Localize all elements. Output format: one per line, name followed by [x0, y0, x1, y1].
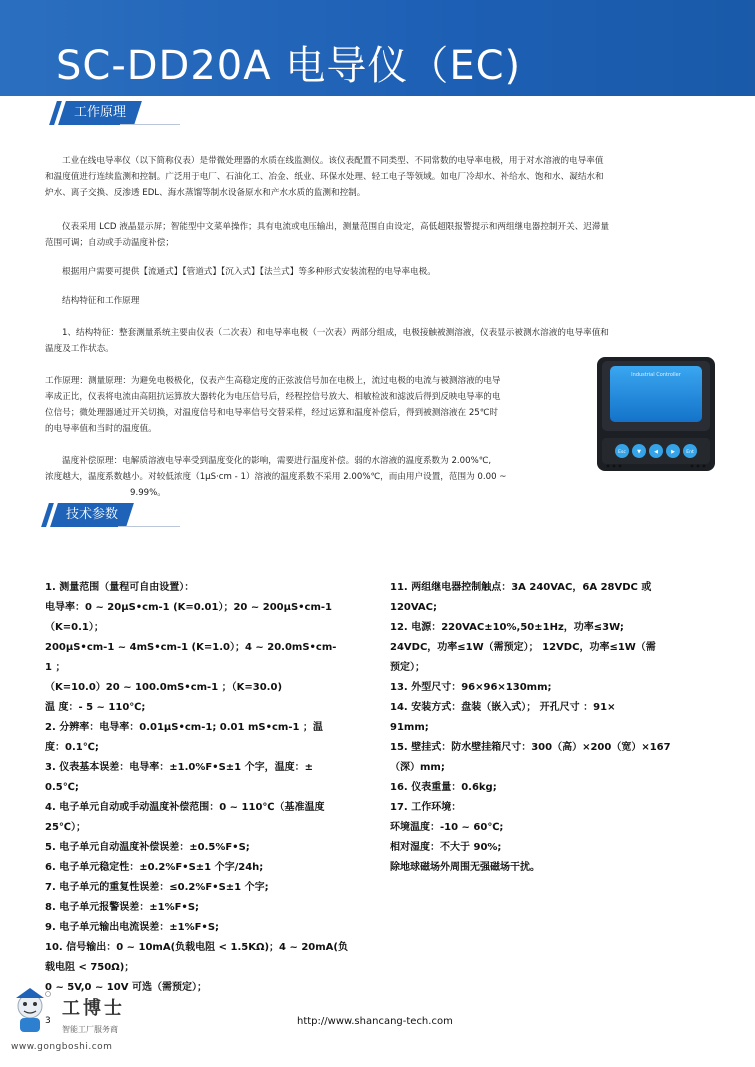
specs-left-column	[45, 578, 348, 998]
button-label-left: ◀	[654, 449, 658, 455]
spec-line: 25℃）；	[45, 822, 87, 833]
spec-line: 1. 测量范围（量程可自由设置）：	[45, 582, 195, 593]
specs-right-column	[390, 578, 671, 878]
section-rule	[120, 124, 180, 125]
page-title: SC-DD20A 电导仪（EC)	[56, 43, 522, 89]
spec-line: 15. 壁挂式：防水壁挂箱尺寸：300（高）×200（宽）×167	[390, 742, 671, 753]
button-label-ent: Ent	[686, 450, 694, 455]
paragraph-line: 9.99%。	[130, 488, 166, 498]
spec-line: 除地球磁场外周围无强磁场干扰。	[390, 862, 540, 873]
spec-line: （K=10.0）20 ~ 100.0mS•cm-1 ；（K=30.0)	[45, 682, 283, 693]
spec-line: 120VAC;	[390, 602, 438, 613]
spec-line: 1 ；	[45, 662, 66, 673]
spec-line: 7. 电子单元的重复性误差：≤0.2%F•S±1 个字;	[45, 882, 269, 893]
spec-line: 200μS•cm-1 ~ 4mS•cm-1 (K=1.0）；4 ~ 20.0mS•cm-	[45, 642, 337, 653]
paragraph-line: 位信号；微处理器通过开关切换，对温度信号和电导率信号交替采样，经过运算和温度补偿后，得到被测溶液在 25℃时	[45, 408, 499, 418]
paragraph-line: 浓度越大，温度系数越小。对较低浓度（1μS·cm - 1）溶液的温度系数不采用 2.00%℃，而由用户设置，范围为 0.00 ~	[45, 472, 507, 482]
paragraph-line: 温度及工作状态。	[45, 344, 114, 354]
paragraph-line: 仪表采用 LCD 液晶显示屏；智能型中文菜单操作；具有电流或电压输出，测量范围自由设定，高低超限报警提示和两组继电器控制开关、迟滞量	[62, 222, 610, 232]
paragraph-line: 根据用户需要可提供【流通式】【管道式】【沉入式】【法兰式】等多种形式安装流程的电导率电极。	[62, 267, 436, 277]
paragraph-line: 结构特征和工作原理	[62, 296, 140, 306]
title-banner	[0, 0, 755, 96]
button-label-down: ▼	[637, 449, 641, 455]
spec-line: 0 ~ 5V,0 ~ 10V 可选（需预定）；	[45, 982, 207, 993]
paragraph-line: 1、结构特征：整套测量系统主要由仪表（二次表）和电导率电极（一次表）两部分组成，电极接触被测溶液，仪表显示被测水溶液的电导率值和	[62, 328, 609, 338]
paragraph-line: 温度补偿原理：电解质溶液电导率受到温度变化的影响，需要进行温度补偿。弱的水溶液的温度系数为 2.00%℃,	[62, 456, 492, 466]
gongboshi-logo	[8, 986, 158, 1056]
spec-line: 24VDC，功率≤1W（需预定）； 12VDC，功率≤1W（需	[390, 642, 656, 653]
spec-line: 8. 电子单元报警误差：±1%F•S;	[45, 902, 200, 913]
spec-line: 环境温度：-10 ~ 60℃;	[390, 822, 504, 833]
footer-url[interactable]: http://www.shancang-tech.com	[297, 1016, 453, 1027]
spec-line: 3. 仪表基本误差：电导率：±1.0%F•S±1 个字，温度：±	[45, 762, 313, 773]
spec-line: 14. 安装方式：盘装（嵌入式）； 开孔尺寸 ：91×	[390, 702, 616, 713]
paragraph-line: 炉水、离子交换、反渗透 EDL、海水蒸馏等制水设备原水和产水水质的监测和控制。	[45, 188, 366, 198]
logo-brand: 工博士	[62, 998, 125, 1019]
paragraph-line: 和温度值进行连续监测和控制。广泛用于电厂、石油化工、冶金、纸业、环保水处理、轻工电子等领域。如电厂冷却水、补给水、饱和水、凝结水和	[45, 172, 604, 182]
section-tag-specs	[50, 503, 134, 527]
spec-line: 4. 电子单元自动或手动温度补偿范围：0 ~ 110℃（基准温度	[45, 802, 325, 813]
spec-line: 11. 两组继电器控制触点：3A 240VAC，6A 28VDC 或	[390, 582, 652, 593]
logo-subtitle: 智能工厂服务商	[62, 1025, 118, 1034]
paragraph-line: 的电导率值和当时的温度值。	[45, 424, 157, 434]
section-rule	[118, 526, 180, 527]
page-number: 3	[45, 1016, 51, 1026]
button-label-right: ▶	[671, 449, 675, 455]
spec-line: 12. 电源：220VAC±10%,50±1Hz，功率≤3W;	[390, 622, 624, 633]
logo-url: www.gongboshi.com	[11, 1042, 113, 1052]
button-label-esc: Esc	[618, 450, 626, 455]
section-tag-label: 技术参数	[66, 507, 119, 522]
spec-line: 温 度：- 5 ~ 110℃;	[45, 702, 146, 713]
spec-line: 相对湿度：不大于 90%;	[390, 842, 502, 853]
spec-line: 9. 电子单元输出电流误差：±1%F•S;	[45, 922, 220, 933]
spec-line: 2. 分辨率：电导率：0.01μS•cm-1; 0.01 mS•cm-1 ；温	[45, 722, 323, 733]
spec-line: （K=0.1）；	[45, 622, 104, 633]
spec-line: 13. 外型尺寸：96×96×130mm;	[390, 682, 552, 693]
paragraph-line: 工业在线电导率仪（以下简称仪表）是带微处理器的水质在线监测仪。该仪表配置不同类型、不同常数的电导率电极，用于对水溶液的电导率值	[62, 156, 604, 166]
section-tag-principle	[58, 101, 142, 125]
section-tag-label: 工作原理	[74, 105, 127, 120]
spec-line: 0.5℃;	[45, 782, 79, 793]
spec-line: 17. 工作环境：	[390, 802, 462, 813]
mascot-icon	[8, 986, 58, 1038]
spec-line: 载电阻 < 750Ω)；	[45, 962, 135, 973]
spec-line: （深）mm;	[390, 762, 445, 773]
screen-label: Industrial Controller	[631, 372, 681, 378]
paragraph-line: 工作原理：测量原理：为避免电极极化，仪表产生高稳定度的正弦波信号加在电极上，流过电极的电流与被测溶液的电导	[45, 376, 501, 386]
spec-line: 10. 信号输出：0 ~ 10mA(负载电阻 < 1.5KΩ)；4 ~ 20mA(负	[45, 942, 348, 953]
spec-line: 电导率：0 ~ 20μS•cm-1 (K=0.01）；20 ~ 200μS•cm-1	[45, 602, 333, 613]
spec-line: 预定）；	[390, 662, 425, 673]
spec-line: 度：0.1℃;	[45, 742, 99, 753]
spec-line: 16. 仪表重量：0.6kg;	[390, 782, 497, 793]
spec-line: 5. 电子单元自动温度补偿误差：±0.5%F•S;	[45, 842, 250, 853]
paragraph-line: 范围可调；自动或手动温度补偿；	[45, 238, 174, 248]
spec-line: 6. 电子单元稳定性：±0.2%F•S±1 个字/24h;	[45, 862, 264, 873]
spec-line: 91mm;	[390, 722, 429, 733]
paragraph-line: 率成正比，仪表将电流由高阻抗运算放大器转化为电压信号后，经程控信号放大、相敏检波和滤波后得到反映电导率的电	[45, 392, 501, 402]
controller-image	[596, 356, 716, 472]
